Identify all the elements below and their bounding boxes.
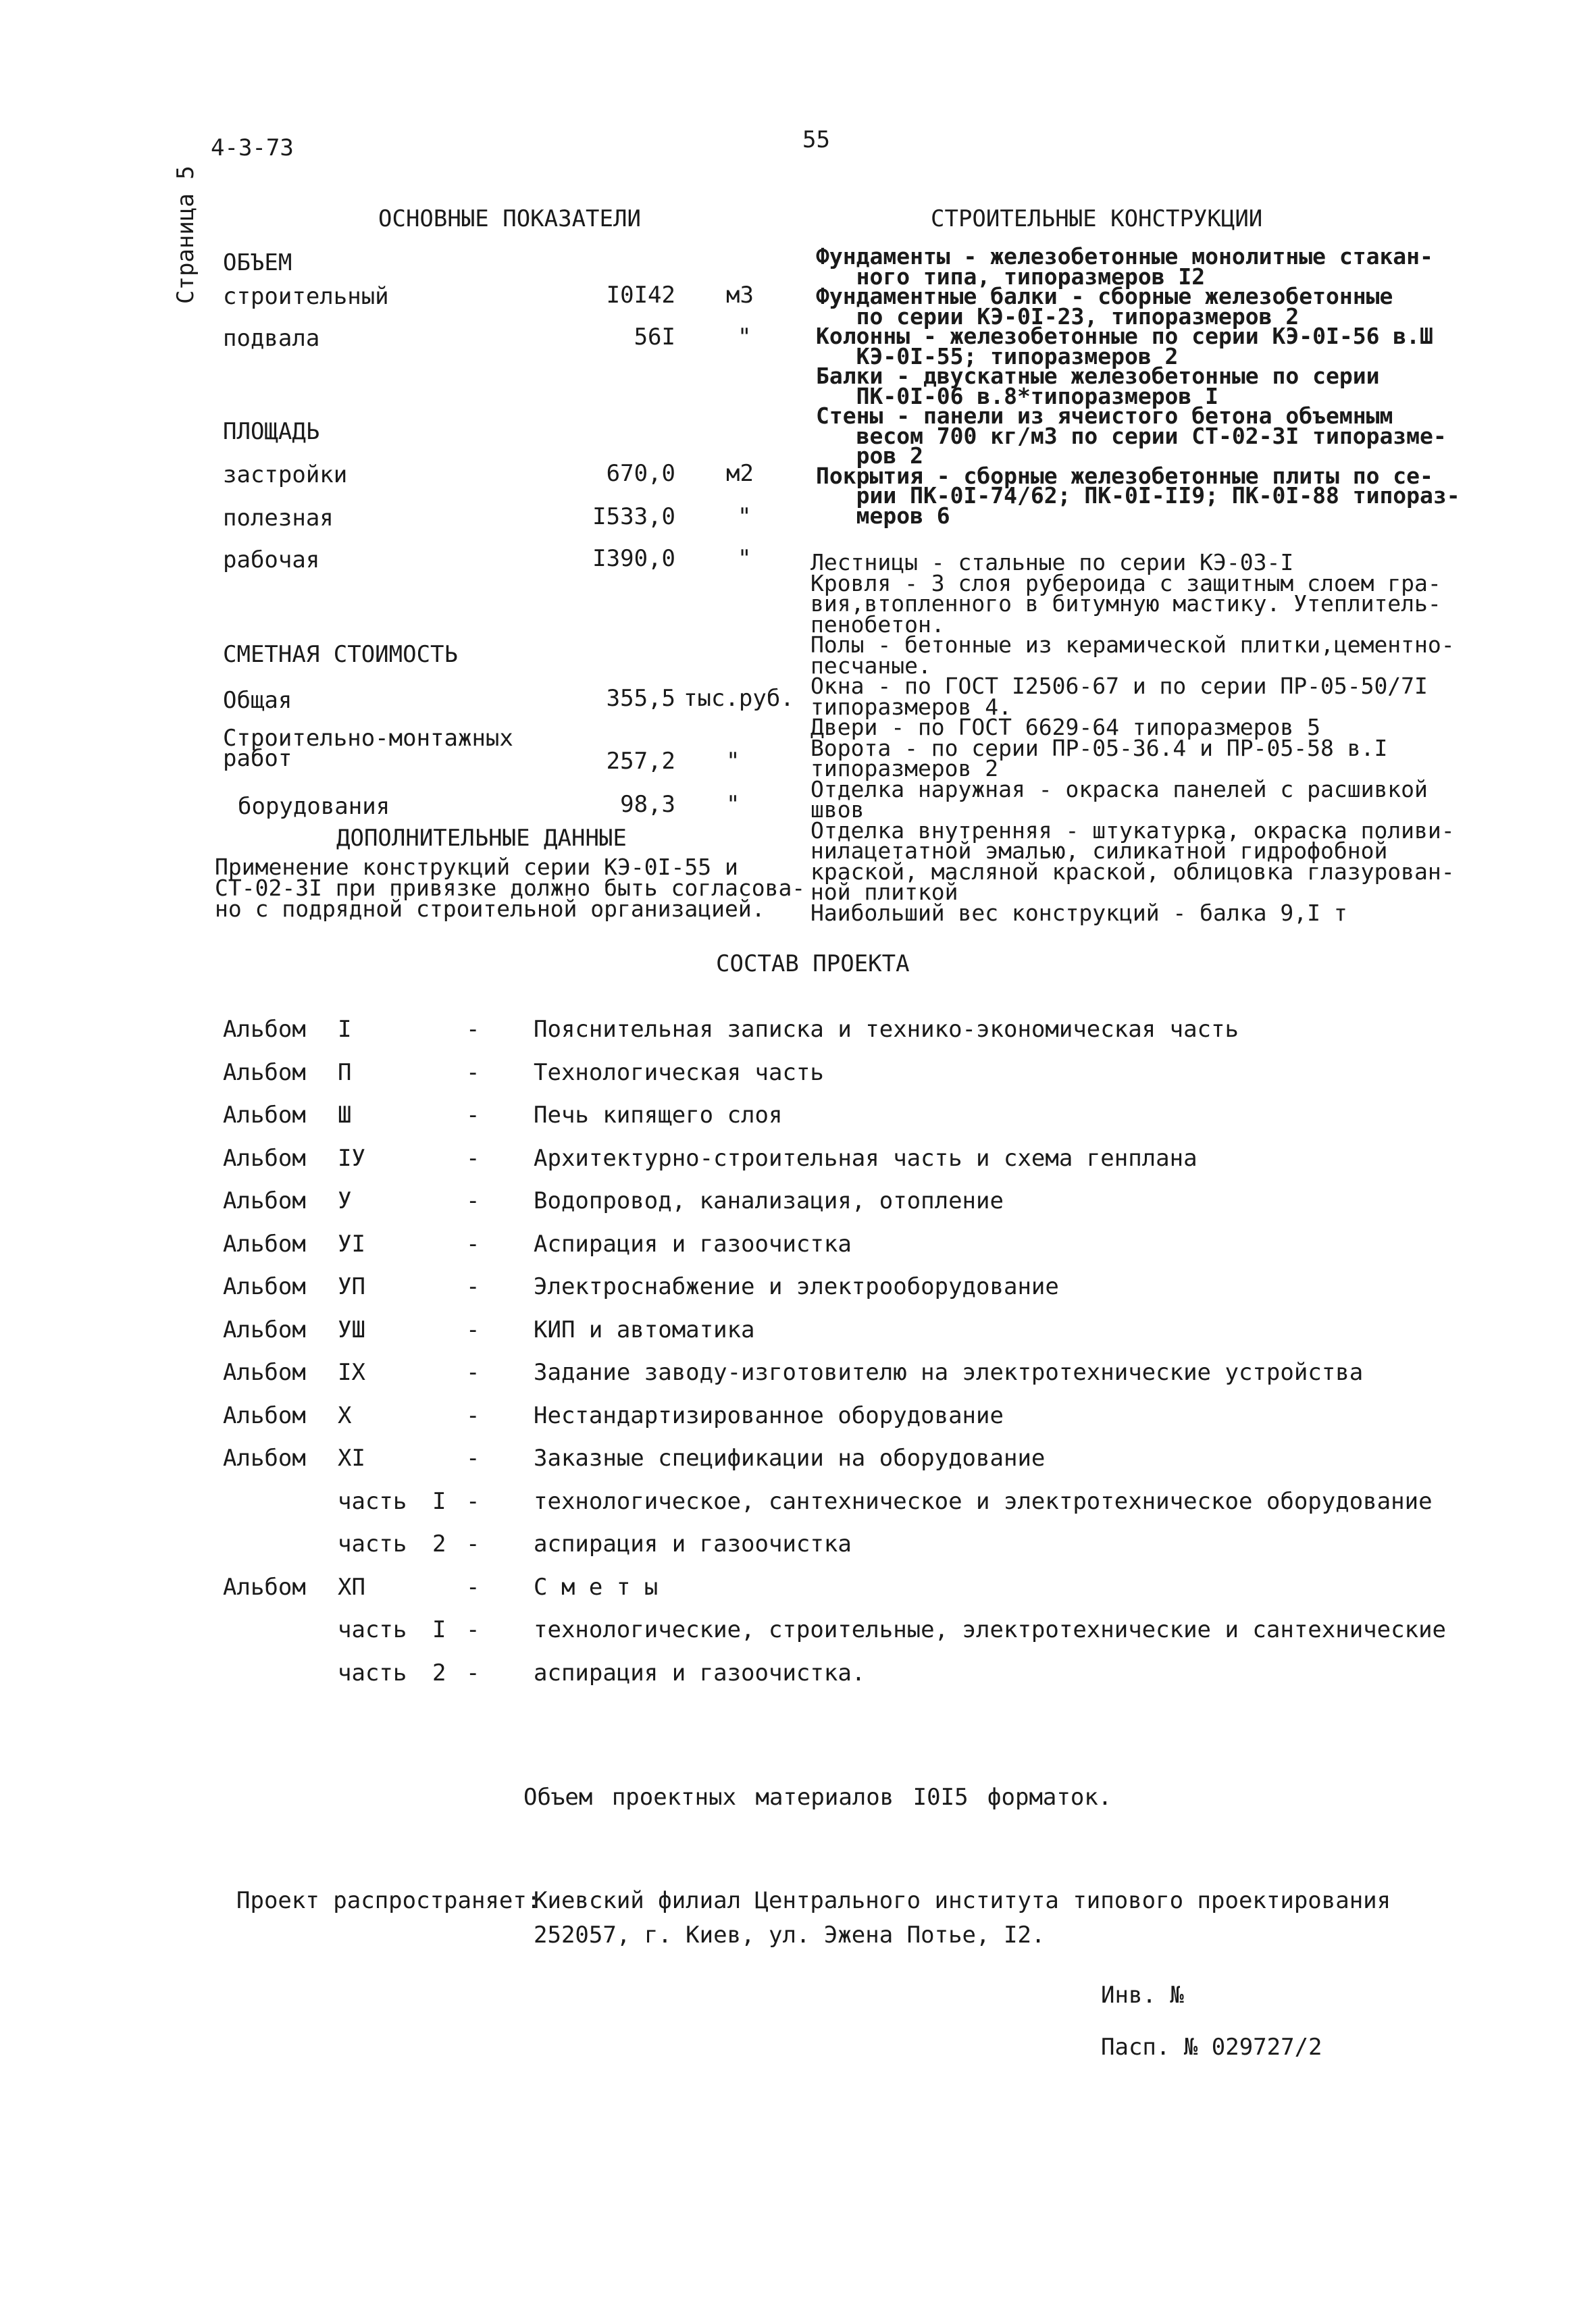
dash: -	[466, 1445, 480, 1472]
part-number: I	[432, 1616, 446, 1643]
dash: -	[466, 1187, 480, 1214]
album-number: У	[338, 1187, 352, 1214]
part-number: I	[432, 1488, 446, 1515]
passport-number: Пасп. № 029727/2	[1101, 2034, 1322, 2061]
album-description: Архитектурно-строительная часть и схема генплана	[534, 1145, 1198, 1172]
cost-total-value: 355,5	[606, 685, 675, 712]
dash: -	[466, 1616, 480, 1643]
album-description: Печь кипящего слоя	[534, 1102, 783, 1129]
cost-equipment-value: 98,3	[620, 791, 675, 818]
album-label: Альбом	[223, 1445, 306, 1472]
extra-heading: ДОПОЛНИТЕЛЬНЫЕ ДАННЫЕ	[336, 825, 627, 852]
album-label: Альбом	[223, 1016, 306, 1043]
album-description: Технологическая часть	[534, 1059, 824, 1086]
dash: -	[466, 1102, 480, 1129]
cost-construction-unit: "	[726, 748, 740, 775]
album-label: Альбом	[223, 1187, 306, 1214]
dash: -	[466, 1316, 480, 1343]
album-number: П	[338, 1059, 352, 1086]
side-page-label: Страница 5	[172, 165, 199, 304]
album-number: часть	[338, 1616, 407, 1643]
album-number: ХI	[338, 1445, 365, 1472]
area-heading: ПЛОЩАДЬ	[223, 418, 320, 445]
volume-value: I0I42	[606, 282, 675, 309]
album-description: КИП и автоматика	[534, 1316, 755, 1343]
cost-total-unit: тыс.руб.	[684, 685, 794, 712]
basement-unit: "	[738, 324, 752, 351]
album-description: Заказные спецификации на оборудование	[534, 1445, 1046, 1472]
constructions-title: СТРОИТЕЛЬНЫЕ КОНСТРУКЦИИ	[931, 205, 1263, 232]
album-label: Альбом	[223, 1102, 306, 1129]
album-number: Х	[338, 1402, 352, 1429]
album-number: часть	[338, 1660, 407, 1687]
album-label: Альбом	[223, 1402, 306, 1429]
dash: -	[466, 1359, 480, 1386]
cost-heading: СМЕТНАЯ СТОИМОСТЬ	[223, 641, 458, 668]
distributor-line1: Киевский филиал Центрального института типового проектирования	[534, 1887, 1391, 1914]
album-label: Альбом	[223, 1273, 306, 1300]
constructions-bold-text: Фундаменты - железобетонные монолитные стакан- ного типа, типоразмеров I2 Фундаментные балки - сборные железобетонные по серии КЭ-0I-23, типоразмеров 2 Колонны - железобетонные по серии КЭ-0I-56 в.Ш КЭ-0I-55; типоразмеров 2 Балки - двускатные железобетонные по серии ПК-0I-06 в.8*типоразмеров I Стены - панели из ячеистого бетона объемным весом 700 кг/м3 по серии СТ-02-3I типоразме- ров 2 Покрытия - сборные железобетонные плиты по се- рии ПК-0I-74/62; ПК-0I-II9; ПК-0I-88 типораз- меров 6	[816, 243, 1460, 529]
composition-title: СОСТАВ ПРОЕКТА	[716, 950, 910, 977]
album-label: Альбом	[223, 1231, 306, 1258]
area-built-unit: м2	[726, 460, 754, 487]
document-code: 4-3-73	[211, 134, 294, 161]
area-useful-value: I533,0	[592, 503, 675, 530]
dash: -	[466, 1231, 480, 1258]
part-number: 2	[432, 1531, 446, 1558]
dash: -	[466, 1273, 480, 1300]
album-label: Альбом	[223, 1359, 306, 1386]
volume-heading: ОБЪЕМ	[223, 249, 292, 276]
basement-value: 56I	[634, 324, 675, 351]
volume-label: строительный	[223, 283, 389, 310]
area-built-value: 670,0	[606, 460, 675, 487]
area-useful-unit: "	[738, 503, 752, 530]
basement-label: подвала	[223, 325, 320, 352]
album-number: I	[338, 1016, 352, 1043]
album-label: Альбом	[223, 1059, 306, 1086]
dash: -	[466, 1660, 480, 1687]
album-description: Водопровод, канализация, отопление	[534, 1187, 1004, 1214]
album-label: Альбом	[223, 1145, 306, 1172]
cost-construction-value: 257,2	[606, 748, 675, 775]
album-label: Альбом	[223, 1316, 306, 1343]
album-description: Электроснабжение и электрооборудование	[534, 1273, 1059, 1300]
album-number: IХ	[338, 1359, 365, 1386]
distributor-label: Проект распространяет:	[236, 1887, 541, 1914]
volume-unit: м3	[726, 282, 754, 309]
area-work-label: рабочая	[223, 546, 320, 573]
album-number: УП	[338, 1273, 365, 1300]
album-number: часть	[338, 1531, 407, 1558]
album-number: IУ	[338, 1145, 365, 1172]
album-description: аспирация и газоочистка.	[534, 1660, 866, 1687]
cost-total-label: Общая	[223, 687, 292, 714]
area-useful-label: полезная	[223, 505, 334, 532]
album-description: технологическое, сантехническое и электротехническое оборудование	[534, 1488, 1433, 1515]
area-built-label: застройки	[223, 461, 348, 488]
album-number: УI	[338, 1231, 365, 1258]
album-number: часть	[338, 1488, 407, 1515]
album-description: Задание заводу-изготовителю на электротехнические устройства	[534, 1359, 1364, 1386]
album-description: аспирация и газоочистка	[534, 1531, 852, 1558]
part-number: 2	[432, 1660, 446, 1687]
dash: -	[466, 1016, 480, 1043]
album-number: Ш	[338, 1102, 352, 1129]
page-number: 55	[802, 126, 830, 153]
inventory-number: Инв. №	[1101, 1982, 1184, 2009]
area-work-unit: "	[738, 545, 752, 572]
album-description: С м е т ы	[534, 1574, 659, 1601]
dash: -	[466, 1574, 480, 1601]
extra-text: Применение конструкций серии КЭ-0I-55 и СТ-02-3I при привязке должно быть согласова- но с подрядной строительной организацией.	[215, 854, 806, 922]
distributor-line2: 252057, г. Киев, ул. Эжена Потье, I2.	[534, 1922, 1046, 1949]
album-number: УШ	[338, 1316, 365, 1343]
album-description: Аспирация и газоочистка	[534, 1231, 852, 1258]
album-description: технологические, строительные, электротехнические и сантехнические	[534, 1616, 1447, 1643]
cost-equipment-label: борудования	[238, 793, 390, 820]
volume-note: Объем проектных материалов I0I5 форматок.	[523, 1784, 1112, 1811]
album-number: ХП	[338, 1574, 365, 1601]
dash: -	[466, 1145, 480, 1172]
dash: -	[466, 1488, 480, 1515]
dash: -	[466, 1059, 480, 1086]
album-description: Пояснительная записка и технико-экономическая часть	[534, 1016, 1239, 1043]
dash: -	[466, 1402, 480, 1429]
album-label: Альбом	[223, 1574, 306, 1601]
constructions-plain-text: Лестницы - стальные по серии КЭ-03-I Кровля - 3 слоя рубероида с защитным слоем гра- вия,втопленного в битумную мастику. Утеплитель- пенобетон. Полы - бетонные из керамической плитки,цементно- песчаные. Окна - по ГОСТ I2506-67 и по серии ПР-05-50/7I типоразмеров 4. Двери - по ГОСТ 6629-64 типоразмеров 5 Ворота - по серии ПР-05-36.4 и ПР-05-58 в.I типоразмеров 2 Отделка наружная - окраска панелей с расшивкой швов Отделка внутренняя - штукатурка, окраска поливи- нилацетатной эмалью, силикатной гидрофобной краской, масляной краской, облицовка глазурован- ной плиткой Наибольший вес конструкций - балка 9,I т	[810, 549, 1455, 926]
dash: -	[466, 1531, 480, 1558]
cost-equipment-unit: "	[726, 791, 740, 818]
indicators-title: ОСНОВНЫЕ ПОКАЗАТЕЛИ	[378, 205, 641, 232]
album-description: Нестандартизированное оборудование	[534, 1402, 1004, 1429]
area-work-value: I390,0	[592, 545, 675, 572]
cost-construction-label: Строительно-монтажных работ	[223, 725, 513, 772]
